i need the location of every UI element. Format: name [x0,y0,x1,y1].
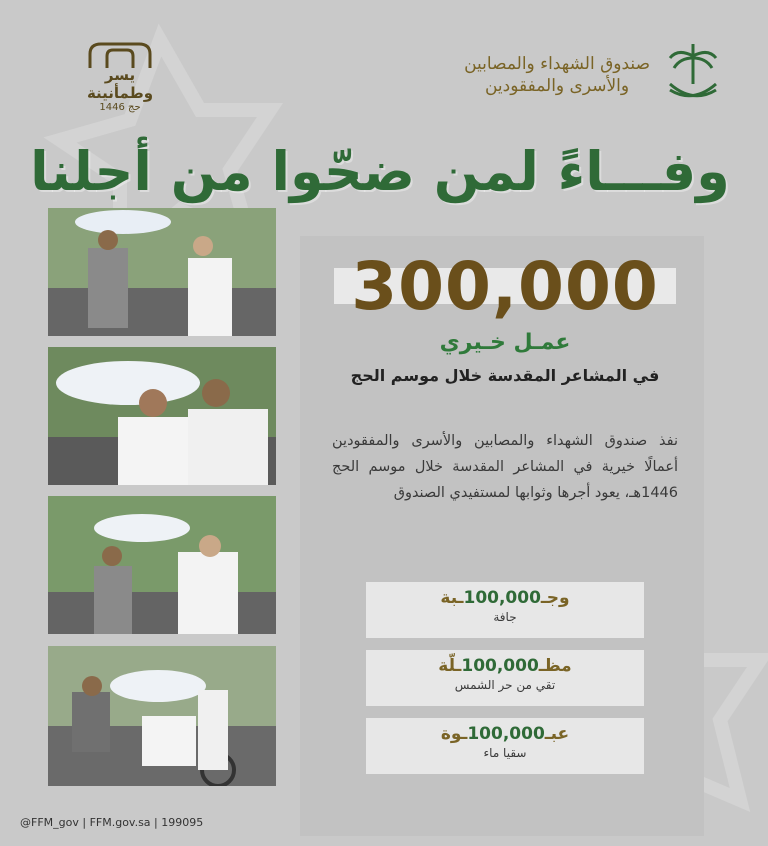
card-word-start: وجـ [540,588,570,608]
org-line-1: صندوق الشهداء والمصابين [464,54,650,74]
org-line-2: والأسرى والمفقودين [484,76,630,96]
palm-swords-emblem-icon [664,44,722,106]
card-word-end: ـبة [440,588,464,608]
card-word-start: عبـ [544,724,570,744]
organization-name [464,53,650,97]
card-word-start: مظـ [538,656,572,676]
hajj-campaign-logo [70,40,170,113]
campaign-year: حج 1446 [99,102,141,113]
card-number: 100,000 [461,656,539,676]
footer-contact: @FFM_gov | FFM.gov.sa | 199095 [20,816,204,829]
total-works-label: عمـل خـيري [439,330,571,355]
description-paragraph: نفذ صندوق الشهداء والمصابين والأسرى والمفقودين أعمالًا خيرية في المشاعر المقدسة خلال موسم الحج 1446هـ، يعود أجرها وثوابها لمستفيدي الصندوق [332,433,678,501]
campaign-name: يسر وطمأنينة [86,66,154,102]
photo-handing-umbrella [48,496,276,634]
organization-logo [464,44,722,106]
total-works-context: في المشاعر المقدسة خلال موسم الحج [350,366,660,385]
card-subtitle: جافة [493,610,517,624]
photo-pilgrims-umbrella [48,347,276,485]
card-number: 100,000 [463,588,541,608]
card-subtitle: سقيا ماء [483,746,527,760]
page-headline: وفـــاءً لمن ضحّوا من أجلنا [30,140,730,203]
total-works-number: 300,000 [351,248,659,325]
card-word-end: ـوة [440,724,468,744]
card-word-end: ـلّة [438,656,462,676]
photo-wheelchair-pilgrim [48,646,276,786]
stat-card-water [366,718,644,774]
stat-card-meals [366,582,644,638]
photo-umbrella-distribution [48,208,276,336]
stat-card-umbrellas [366,650,644,706]
card-number: 100,000 [467,724,545,744]
card-subtitle: تقي من حر الشمس [454,678,556,692]
